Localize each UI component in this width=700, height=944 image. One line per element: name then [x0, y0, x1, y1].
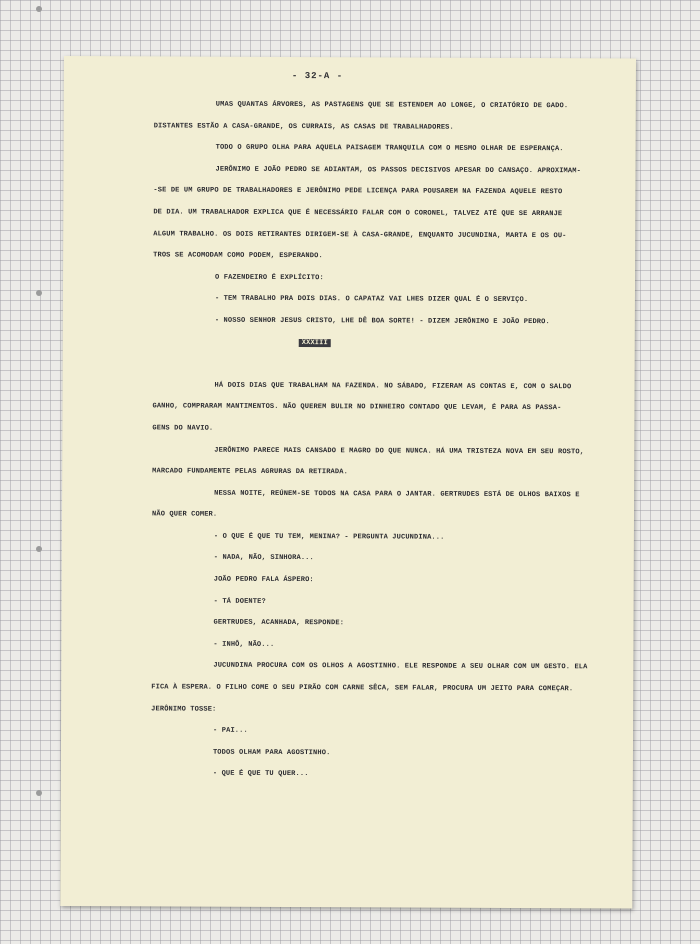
text-line: MARCADO FUNDAMENTE PELAS AGRURAS DA RETIRADA.: [152, 467, 348, 477]
text-line: DE DIA. UM TRABALHADOR EXPLICA QUE É NECESSÁRIO FALAR COM O CORONEL, TALVEZ ATÉ QUE SE ARRANJE: [153, 208, 563, 219]
text-line: - INHÔ, NÃO...: [213, 640, 275, 649]
blank-line: [153, 354, 623, 378]
chapter-heading-line: [153, 332, 623, 356]
text-line: - PAI...: [213, 726, 248, 736]
text-line: NESSA NOITE, REÚNEM-SE TODOS NA CASA PARA O JANTAR. GERTRUDES ESTÁ DE OLHOS BAIXOS E: [214, 489, 580, 499]
binder-hole: [36, 290, 42, 296]
text-line: TODO O GRUPO OLHA PARA AQUELA PAISAGEM TRANQUILA COM O MESMO OLHAR DE ESPERANÇA.: [215, 143, 564, 154]
text-line: GENS DO NAVIO.: [152, 424, 214, 433]
text-line: TROS SE ACOMODAM COMO PODEM, ESPERANDO.: [153, 251, 323, 261]
text-line: NÃO QUER COMER.: [151, 510, 218, 519]
page-number: - 32-A -: [291, 70, 344, 82]
text-line: - NADA, NÃO, SINHORA...: [213, 554, 314, 563]
text-line: O FAZENDEIRO É EXPLÍCITO:: [215, 273, 324, 282]
typewritten-page: [60, 56, 636, 908]
text-line: JERÔNIMO E JOÃO PEDRO SE ADIANTAM, OS PASSOS DECISIVOS APESAR DO CANSAÇO. APROXIMAM-: [215, 165, 581, 176]
text-line: - QUE É QUE TU QUER...: [212, 770, 309, 779]
text-line: - TÁ DOENTE?: [213, 597, 266, 606]
text-line: JOÃO PEDRO FALA ÁSPERO:: [213, 575, 314, 585]
text-line: JERÔNIMO TOSSE:: [151, 705, 217, 714]
text-line: FICA À ESPERA. O FILHO COME O SEU PIRÃO COM CARNE SÊCA, SEM FALAR, PROCURA UM JEITO PARA COMEÇAR.: [151, 683, 574, 694]
text-line: JUCUNDINA PROCURA COM OS OLHOS A AGOSTINHO. ELE RESPONDE A SEU OLHAR COM UM GESTO. ELA: [213, 662, 588, 672]
binder-holes: [36, 0, 46, 944]
text-line: - NOSSO SENHOR JESUS CRISTO, LHE DÊ BOA SORTE! - DIZEM JERÔNIMO E JOÃO PEDRO.: [214, 316, 550, 327]
text-line: DISTANTES ESTÃO A CASA-GRANDE, OS CURRAIS, AS CASAS DE TRABALHADORES.: [153, 121, 454, 132]
text-line: - O QUE É QUE TU TEM, MENINA? - PERGUNTA JUCUNDINA...: [213, 532, 445, 542]
text-line: GANHO, COMPRARAM MANTIMENTOS. NÃO QUEREM BULIR NO DINHEIRO CONTADO QUE LEVAM, É PARA AS PASSA-: [152, 402, 562, 413]
binder-hole: [36, 790, 42, 796]
text-line: ALGUM TRABALHO. OS DOIS RETIRANTES DIRIGEM-SE À CASA-GRANDE, ENQUANTO JUCUNDINA, MARTA E OS OU-: [153, 229, 567, 240]
binder-hole: [36, 546, 42, 552]
text-line: HÁ DOIS DIAS QUE TRABALHAM NA FAZENDA. NO SÁBADO, FIZERAM AS CONTAS E, COM O SALDO: [214, 381, 572, 391]
binder-hole: [36, 6, 42, 12]
text-line: TODOS OLHAM PARA AGOSTINHO.: [212, 748, 331, 757]
page-body: [151, 94, 624, 787]
text-line: JERÔNIMO PARECE MAIS CANSADO E MAGRO DO QUE NUNCA. HÁ UMA TRISTEZA NOVA EM SEU ROSTO,: [214, 446, 585, 456]
text-line: - TEM TRABALHO PRA DOIS DIAS. O CAPATAZ VAI LHES DIZER QUAL É O SERVIÇO.: [214, 295, 529, 305]
text-line: GERTRUDES, ACANHADA, RESPONDE:: [213, 618, 345, 628]
text-line: UMAS QUANTAS ÁRVORES, AS PASTAGENS QUE SE ESTENDEM AO LONGE, O CRIATÓRIO DE GADO.: [215, 100, 569, 111]
text-line: -SE DE UM GRUPO DE TRABALHADORES E JERÔNIMO PEDE LICENÇA PARA POUSAREM NA FAZENDA AQUELE RESTO: [153, 186, 563, 197]
chapter-heading: XXXIII: [299, 339, 331, 347]
